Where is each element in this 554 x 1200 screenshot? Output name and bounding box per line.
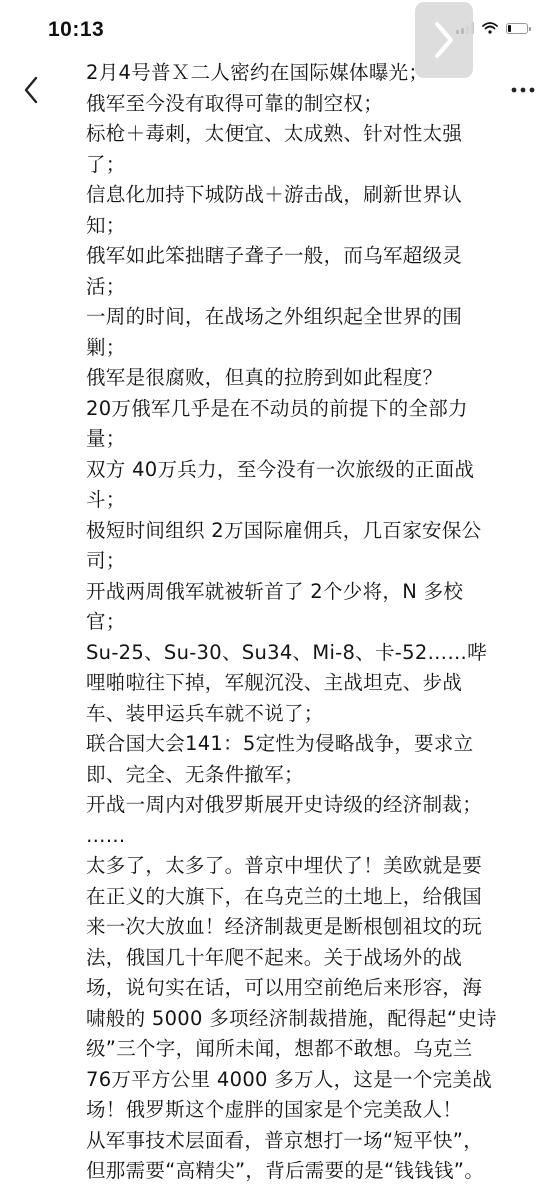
article-line: 极短时间组织 2万国际雇佣兵，几百家安保公 — [86, 518, 482, 542]
article-line: 76万平方公里 4000 多万人，这是一个完美战 — [86, 1067, 493, 1091]
article-line: 标枪＋毒刺，太便宜、太成熟、针对性太强 — [86, 122, 463, 145]
article-line: …… — [86, 823, 126, 847]
article-line: 在正义的大旗下，在乌克兰的土地上，给俄国 — [86, 884, 483, 908]
article-body — [86, 58, 536, 1187]
battery-icon — [506, 23, 528, 34]
article-line: 法，俄国几十年爬不起来。关于战场外的战 — [86, 945, 463, 969]
article-line: 车、装甲运兵车就不说了； — [86, 701, 324, 725]
article-line: 即、完全、无条件撤军； — [86, 762, 304, 786]
article-line: 量； — [86, 427, 126, 450]
article-line: 俄军是很腐败，但真的拉胯到如此程度？ — [86, 366, 443, 389]
article-line: 哩啪啦往下掉，军舰沉没、主战坦克、步战 — [86, 671, 463, 694]
article-line: 2月4号普Ｘ二人密约在国际媒体曝光； — [86, 61, 429, 84]
article-line: 一周的时间，在战场之外组织起全世界的围 — [86, 305, 463, 328]
battery-level — [508, 25, 511, 32]
article-line: 场，说句实在话，可以用空前绝后来形容，海 — [86, 976, 483, 999]
article-line: 开战两周俄军就被斩首了 2个少将，N 多校 — [86, 579, 464, 603]
wifi-icon — [482, 22, 498, 34]
article-line: 知； — [86, 213, 126, 237]
article-line: 从军事技术层面看，普京想打一场“短平快”， — [86, 1128, 484, 1152]
article-line: 级”三个字，闻所未闻，想都不敢想。乌克兰 — [86, 1037, 473, 1060]
article-line: 官； — [86, 610, 126, 633]
article-line: 来一次大放血！经济制裁更是断根刨祖坟的玩 — [86, 915, 483, 938]
article-line: 场！俄罗斯这个虚胖的国家是个完美敌人！ — [86, 1098, 463, 1121]
article-line: 俄军至今没有取得可靠的制空权； — [86, 91, 384, 115]
article-line: 信息化加持下城防战＋游击战，刷新世界认 — [86, 183, 463, 206]
article-line: 俄军如此笨拙瞎子聋子一般，而乌军超级灵 — [86, 244, 463, 267]
back-button[interactable] — [14, 70, 48, 110]
article-line: 斗； — [86, 488, 126, 511]
article-line: 但那需要“高精尖”，背后需要的是“钱钱钱”。 — [86, 1159, 485, 1182]
article-line: 开战一周内对俄罗斯展开史诗级的经济制裁； — [86, 793, 483, 816]
article-line: Su-25、Su-30、Su34、Mi-8、卡-52……哔 — [86, 640, 487, 664]
article-line: 双方 40万兵力，至今没有一次旅级的正面战 — [86, 457, 475, 481]
article-line: 20万俄军几乎是在不动员的前提下的全部力 — [86, 396, 468, 420]
article-line: 剿； — [86, 335, 126, 359]
article-line: 啸般的 5000 多项经济制裁措施，配得起“史诗 — [86, 1006, 497, 1030]
article-line: 活； — [86, 274, 126, 298]
article-line: 司； — [86, 549, 126, 572]
status-time: 10:13 — [48, 18, 105, 41]
article-line: 联合国大会141：5定性为侵略战争，要求立 — [86, 732, 474, 755]
article-line: 太多了，太多了。普京中埋伏了！美欧就是要 — [86, 854, 483, 877]
chevron-right-icon — [431, 20, 457, 60]
chevron-left-icon — [22, 76, 40, 104]
article-line: 了； — [86, 152, 126, 176]
